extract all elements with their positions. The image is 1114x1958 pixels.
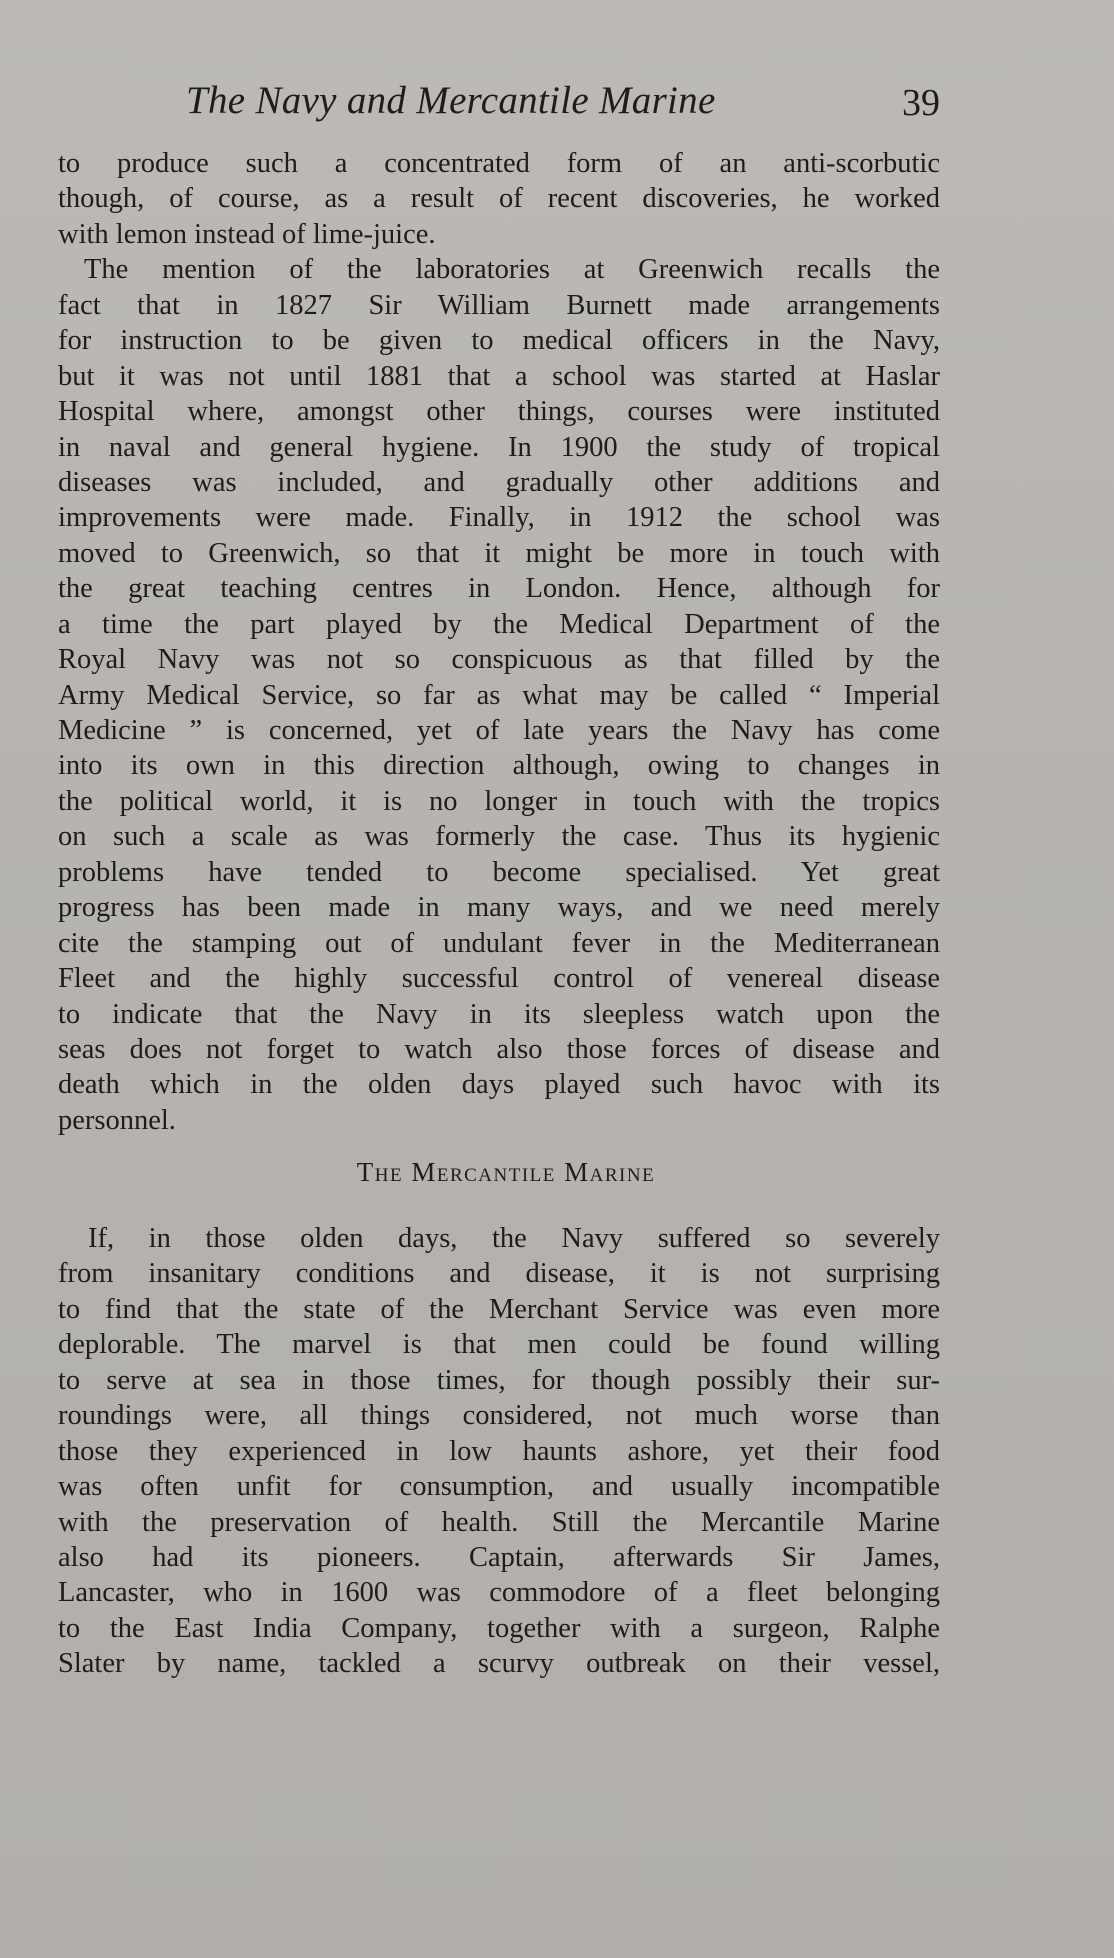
paragraph [58,146,940,252]
text-line: problems have tended to become specialised. Yet great [58,856,940,888]
text-line: roundings were, all things considered, not much worse than [58,1400,940,1432]
text-line: was often unfit for consumption, and usually incompatible [58,1471,940,1503]
text-line: fact that in 1827 Sir William Burnett made arrangements [58,289,940,321]
text-line: with the preservation of health. Still the Mercantile Marine [58,1506,940,1538]
text-line: into its own in this direction although, owing to changes in [58,750,940,782]
text-line: Medicine ” is concerned, yet of late years the Navy has come [58,715,940,746]
paragraph [58,1221,940,1682]
text-line: for instruction to be given to medical officers in the Navy, [58,325,940,357]
running-head [58,76,940,126]
text-line: Lancaster, who in 1600 was commodore of a fleet belonging [58,1577,940,1609]
text-line: on such a scale as was formerly the case. Thus its hygienic [58,821,940,853]
text-line: seas does not forget to watch also those forces of disease and [58,1033,940,1065]
text-line: cite the stamping out of undulant fever in the Mediterranean [58,927,940,959]
text-line: progress has been made in many ways, and we need merely [58,892,940,924]
text-line: to find that the state of the Merchant Service was even more [58,1293,940,1325]
text-line: also had its pioneers. Captain, afterwards Sir James, [58,1541,940,1573]
text-line: death which in the olden days played such havoc with its [58,1069,940,1101]
body-text-before-heading [58,146,940,1138]
body-text-after-heading [58,1221,940,1682]
text-line: The mention of the laboratories at Greenwich recalls the [84,254,940,286]
text-line: Slater by name, tackled a scurvy outbreak on their vessel, [58,1648,940,1680]
text-line: Royal Navy was not so conspicuous as that filled by the [58,644,940,676]
text-line: the political world, it is no longer in touch with the tropics [58,785,940,817]
text-line: though, of course, as a result of recent discoveries, he worked [58,183,940,215]
text-line: diseases was included, and gradually other additions and [58,466,940,498]
text-line: moved to Greenwich, so that it might be more in touch with [58,537,940,569]
text-line: If, in those olden days, the Navy suffered so severely [88,1223,940,1254]
text-line: Hospital where, amongst other things, courses were instituted [58,396,940,428]
text-line: to indicate that the Navy in its sleepless watch upon the [58,998,940,1030]
text-line: to produce such a concentrated form of an anti-scorbutic [58,148,940,179]
text-line: deplorable. The marvel is that men could be found willing [58,1329,940,1361]
text-line: from insanitary conditions and disease, it is not surprising [58,1258,940,1290]
paragraph [58,252,940,1138]
text-line: the great teaching centres in London. Hence, although for [58,573,940,605]
text-line: in naval and general hygiene. In 1900 the study of tropical [58,431,940,463]
text-line: those they experienced in low haunts ashore, yet their food [58,1435,940,1467]
text-line: a time the part played by the Medical Department of the [58,608,940,640]
text-line: to serve at sea in those times, for though possibly their sur- [58,1364,940,1396]
running-title: The Navy and Mercantile Marine [186,79,716,122]
text-line: with lemon instead of lime-juice. [58,218,436,250]
text-line: personnel. [58,1104,176,1136]
text-line: to the East India Company, together with a surgeon, Ralphe [58,1612,940,1644]
page-number: 39 [902,82,940,124]
section-heading: The Mercantile Marine [356,1157,656,1187]
text-line: but it was not until 1881 that a school was started at Haslar [58,360,940,392]
text-line: Fleet and the highly successful control of venereal disease [58,963,940,995]
text-line: improvements were made. Finally, in 1912 the school was [58,502,940,534]
text-line: Army Medical Service, so far as what may be called “ Imperial [58,679,940,711]
